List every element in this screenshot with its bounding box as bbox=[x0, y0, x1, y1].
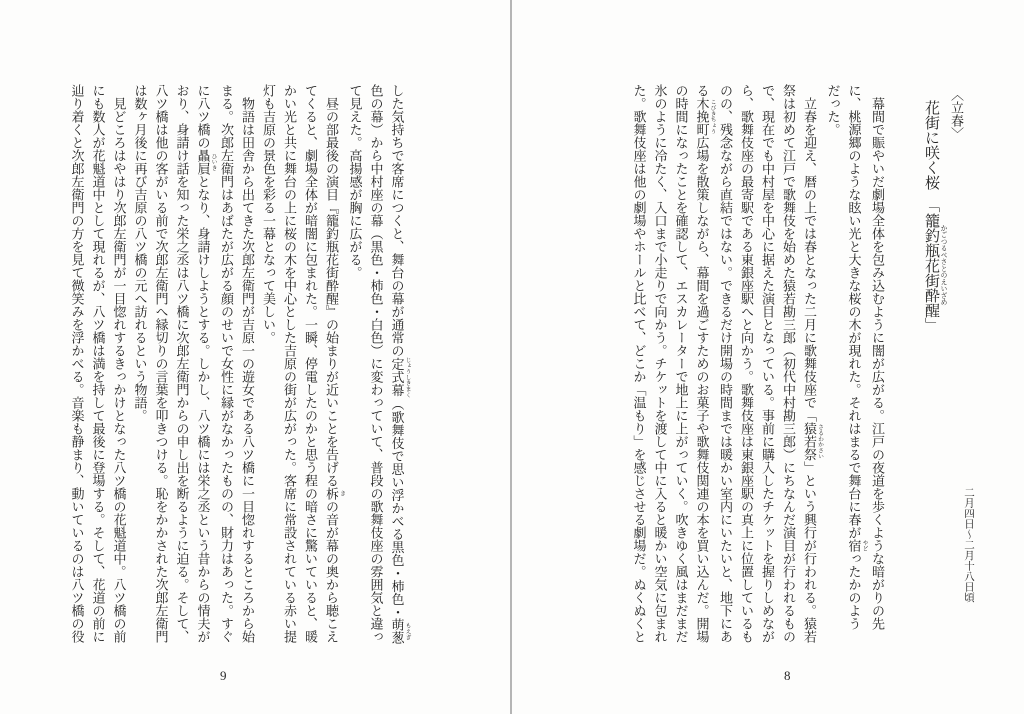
text-column: で、現在でも中村屋を中心に据えた演目となっている。事前に購入したチケットを握りしめなが bbox=[760, 84, 775, 643]
text-column: 花街に咲く桜 「籠釣瓶花街酔醒 かごつるべさとのえいざめ」 bbox=[923, 100, 946, 333]
page-8-number: 8 bbox=[784, 668, 791, 683]
text-column: 八ツ橋は他の客がいる前で次郎左衛門へ縁切りの言葉を叩きつける。恥をかかされた次郎左衛門 bbox=[153, 84, 169, 643]
text-column: 灯も吉原の景色を彩る一幕となって美しい。 bbox=[261, 84, 276, 344]
text-column: 物語は田舎から出てきた次郎左衛門が吉原一の遊女である八ツ橋に一目惚れするところから始 bbox=[240, 84, 255, 643]
text-column: てくると、劇場全体が暗闇に包まれた。一瞬、停電したのかと思う程の暗さに驚いていると、暖 bbox=[303, 84, 318, 643]
text-column: に、桃源郷のような眩い光と大きな桜の木が現れた。それはまるで舞台に春が宿 やどったかのよう bbox=[846, 84, 867, 630]
page-8-body-text bbox=[629, 84, 889, 652]
text-column: た。歌舞伎座は他の劇場やホールと比べて、どこか「温もり」を感じさせる劇場だ。ぬくぬくと bbox=[631, 84, 647, 643]
date-range: 二月四日〜二月十八日頃 bbox=[963, 487, 974, 603]
page-8 bbox=[514, 0, 1024, 714]
text-column: のの、残念ながら直結ではない。できるだけ開場の時間までは暖かい室内にいたいと、地下にあ bbox=[718, 84, 733, 643]
text-column: の時間になったことを確認して、エスカレーターで地上に上がっていく。吹きゆく風はまだまだ bbox=[673, 84, 689, 643]
text-column: 立春を迎え、暦の上では春となった二月に歌舞伎座で「猿若祭 さるわかさい」という興行が行われる。猿若 bbox=[802, 84, 823, 643]
text-column: にも数人が花魁道中として現れるが、八ツ橋は満を持して最後に登場する。そして、花道の前に bbox=[90, 84, 106, 643]
text-column: おり、身請け話を知った栄之丞は八ツ橋に次郎左衛門からの申し出を断るように迫る。そして、 bbox=[174, 84, 190, 643]
text-column: に八ツ橋の贔屓 ひいきとなり、身請けしようとする。しかし、八ツ橋には栄之丞という昔からの情夫が bbox=[195, 84, 216, 643]
page-9 bbox=[0, 0, 510, 714]
text-column: 辿り着くと次郎左衛門の方を見て微笑みを浮かべる。音楽も静まり、動いているのは八ツ橋の役 bbox=[69, 84, 85, 643]
text-column: る木挽町 こびきちょう広場を散策しながら、幕間を過ごすためのお菓子や歌舞伎関連の本を買い込んだ。開場 bbox=[694, 84, 715, 643]
text-column: ら、歌舞伎座の最寄駅である東銀座駅へと向かう。歌舞伎座は東銀座駅の真上に位置しているも bbox=[739, 84, 754, 643]
text-column: て見えた。高揚感が胸に広がる。 bbox=[347, 84, 363, 279]
text-column: 昼の部最後の演目『籠釣瓶花街酔醒』の始まりが近いことを告げる柝 きの音が幕の奥から聴こえ bbox=[324, 84, 345, 643]
text-column: 氷のように冷たく、入口まで小走りで向かう。チケットを渡して中に入ると暖かい空気に包まれ bbox=[652, 84, 668, 643]
play-title bbox=[920, 100, 946, 333]
page-divider bbox=[510, 0, 512, 714]
text-column: かい光と共に舞台の上に桜の木を中心とした吉原の街が広がった。客席に常設されている赤い提 bbox=[282, 84, 297, 643]
text-column: 祭は初めて江戸で歌舞伎を始めた猿若勘三郎（初代中村勘三郎）にちなんだ演目が行われるもの bbox=[781, 84, 796, 643]
text-column: した気持ちで客席につくと、舞台の幕が通常の定式幕 じょうしきまく（歌舞伎で思い浮かべる黒色・柿色・萌葱 もえぎ bbox=[389, 84, 410, 645]
text-column: 見どころはやはり次郎左衛門が一目惚れするきっかけとなった八ツ橋の花魁道中。八ツ橋の前 bbox=[111, 84, 127, 643]
text-column: は数ヶ月後に再び吉原の八ツ橋の元へ訪れるという物語。 bbox=[132, 84, 148, 422]
text-column: まる。次郎左衛門はあばたが広がる顔のせいで女性に縁がなかったものの、財力はあった。すぐ bbox=[219, 84, 234, 643]
season-heading: 〈立春〉 bbox=[949, 88, 964, 140]
page-9-body-text bbox=[67, 84, 411, 652]
text-column: だった。 bbox=[825, 84, 841, 136]
page-9-number: 9 bbox=[220, 668, 227, 683]
text-column: 色の幕）から中村座の幕（黒色・柿色・白色）に変わっていて、普段の歌舞伎座の雰囲気と違っ bbox=[368, 84, 384, 643]
text-column: 幕間で賑やいだ劇場全体を包み込むように闇が広がる。江戸の夜道を歩くような暗がりの先 bbox=[870, 84, 885, 630]
